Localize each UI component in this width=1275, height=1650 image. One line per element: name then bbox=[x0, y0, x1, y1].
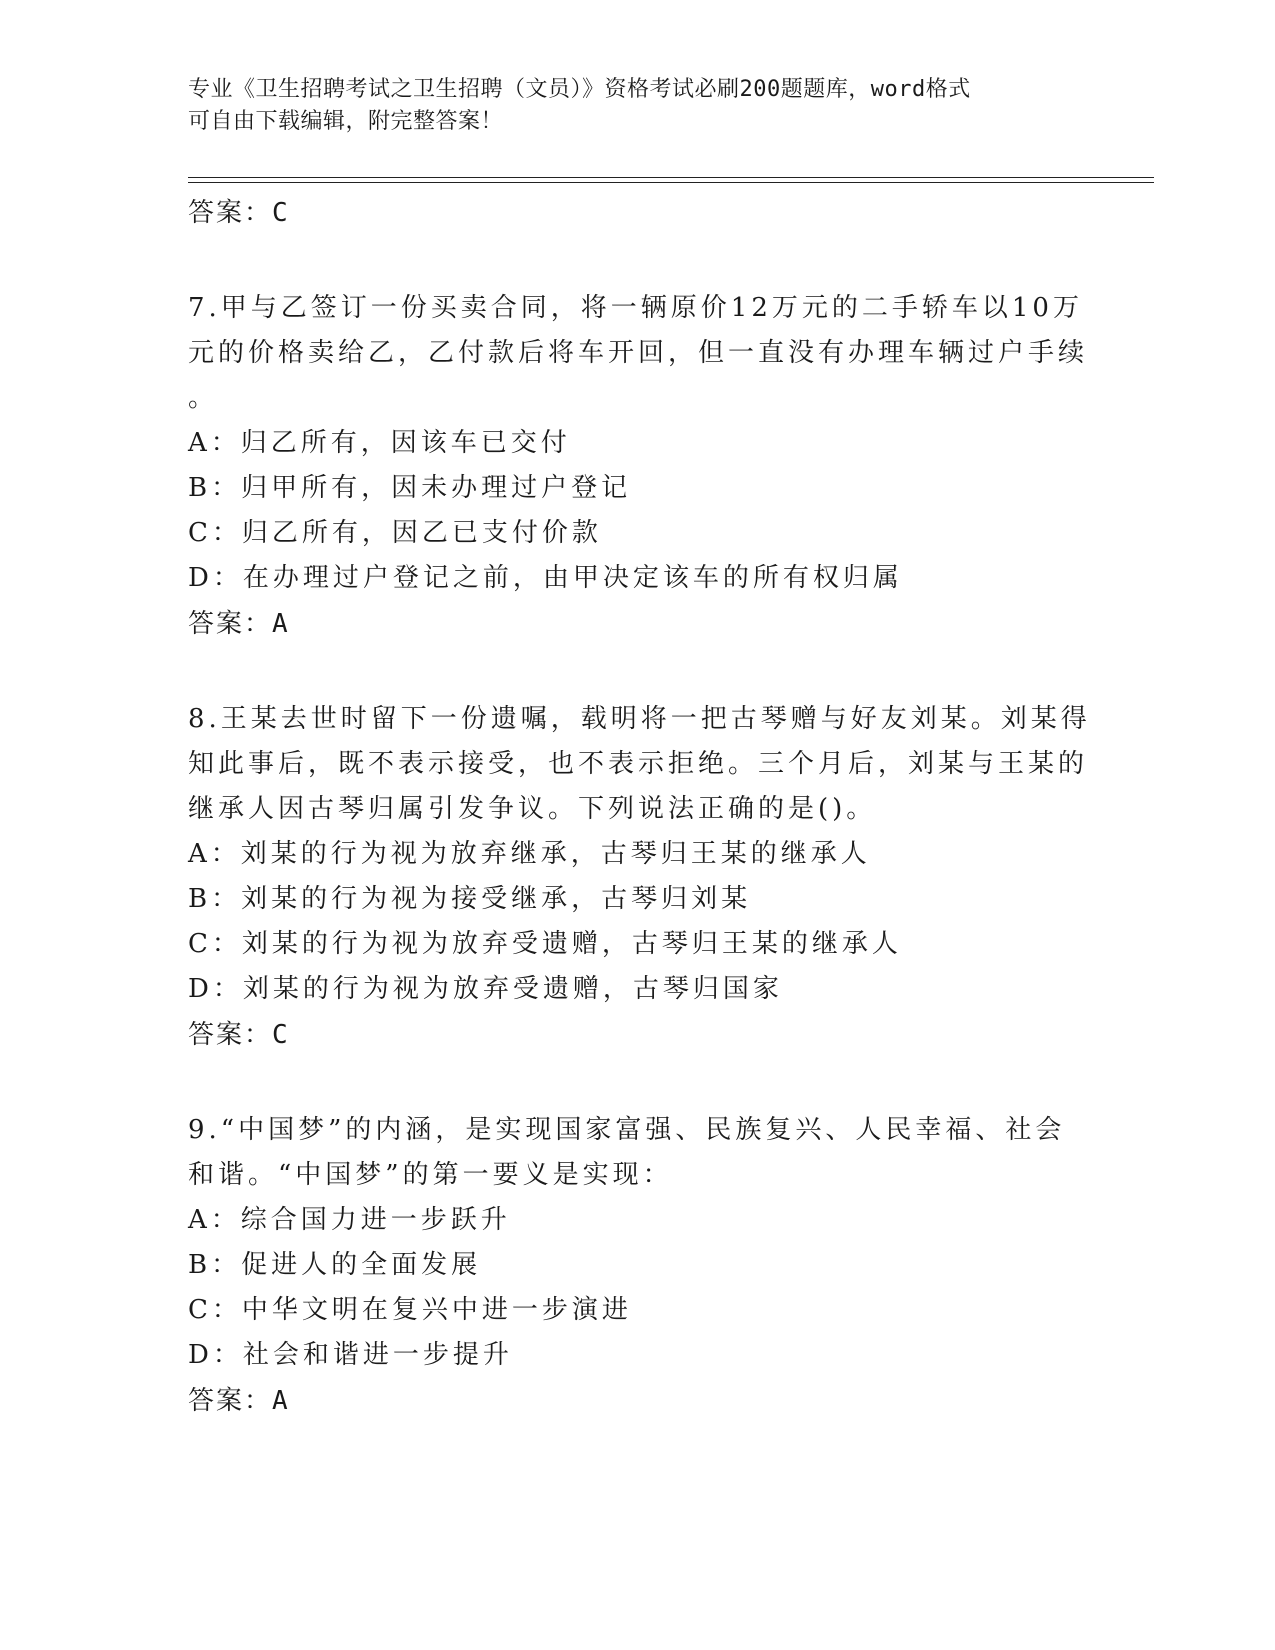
document-body bbox=[188, 190, 1091, 1424]
option-a: A：刘某的行为视为放弃继承，古琴归王某的继承人 bbox=[188, 839, 871, 869]
stem-line: 7.甲与乙签订一份买卖合同，将一辆原价12万元的二手轿车以10万 bbox=[188, 293, 1083, 323]
stem-line: 继承人因古琴归属引发争议。下列说法正确的是()。 bbox=[188, 794, 877, 824]
option-b: B：促进人的全面发展 bbox=[188, 1250, 482, 1280]
option-d: D：在办理过户登记之前，由甲决定该车的所有权归属 bbox=[188, 563, 903, 593]
option-c: C：刘某的行为视为放弃受遗赠，古琴归王某的继承人 bbox=[188, 929, 902, 959]
spacer bbox=[188, 1058, 1088, 1108]
stem-line: 元的价格卖给乙，乙付款后将车开回，但一直没有办理车辆过户手续 bbox=[188, 338, 1089, 368]
header-divider-bottom bbox=[188, 182, 1154, 183]
answer: 答案：A bbox=[188, 1386, 290, 1416]
header-line-1: 专业《卫生招聘考试之卫生招聘（文员）》资格考试必刷200题题库，word格式 bbox=[188, 77, 971, 102]
option-a: A：综合国力进一步跃升 bbox=[188, 1205, 511, 1235]
option-a: A：归乙所有，因该车已交付 bbox=[188, 428, 571, 458]
question-stem bbox=[188, 1108, 1088, 1198]
document-header bbox=[188, 74, 1088, 138]
stem-line: 和谐。“中国梦”的第一要义是实现： bbox=[188, 1160, 673, 1190]
answer: 答案：C bbox=[188, 1020, 290, 1050]
stem-line: 9.“中国梦”的内涵，是实现国家富强、民族复兴、人民幸福、社会 bbox=[188, 1115, 1066, 1145]
option-b: B：刘某的行为视为接受继承，古琴归刘某 bbox=[188, 884, 752, 914]
question-stem bbox=[188, 697, 1091, 832]
question-stem bbox=[188, 286, 1088, 421]
header-line-2: 可自由下载编辑，附完整答案！ bbox=[188, 109, 504, 134]
option-c: C：中华文明在复兴中进一步演进 bbox=[188, 1295, 632, 1325]
answer: 答案：A bbox=[188, 609, 290, 639]
option-d: D：社会和谐进一步提升 bbox=[188, 1340, 513, 1370]
stem-line: 。 bbox=[188, 383, 219, 413]
question-7 bbox=[188, 286, 1088, 647]
answer-previous: 答案：C bbox=[188, 198, 290, 228]
spacer bbox=[188, 647, 1088, 697]
spacer bbox=[188, 236, 1088, 286]
stem-line: 8.王某去世时留下一份遗嘱，载明将一把古琴赠与好友刘某。刘某得 bbox=[188, 704, 1091, 734]
option-d: D：刘某的行为视为放弃受遗赠，古琴归国家 bbox=[188, 974, 783, 1004]
question-8 bbox=[188, 697, 1091, 1058]
question-9 bbox=[188, 1108, 1088, 1424]
option-b: B：归甲所有，因未办理过户登记 bbox=[188, 473, 632, 503]
header-divider-top bbox=[188, 177, 1154, 178]
option-c: C：归乙所有，因乙已支付价款 bbox=[188, 518, 602, 548]
stem-line: 知此事后，既不表示接受，也不表示拒绝。三个月后，刘某与王某的 bbox=[188, 749, 1089, 779]
